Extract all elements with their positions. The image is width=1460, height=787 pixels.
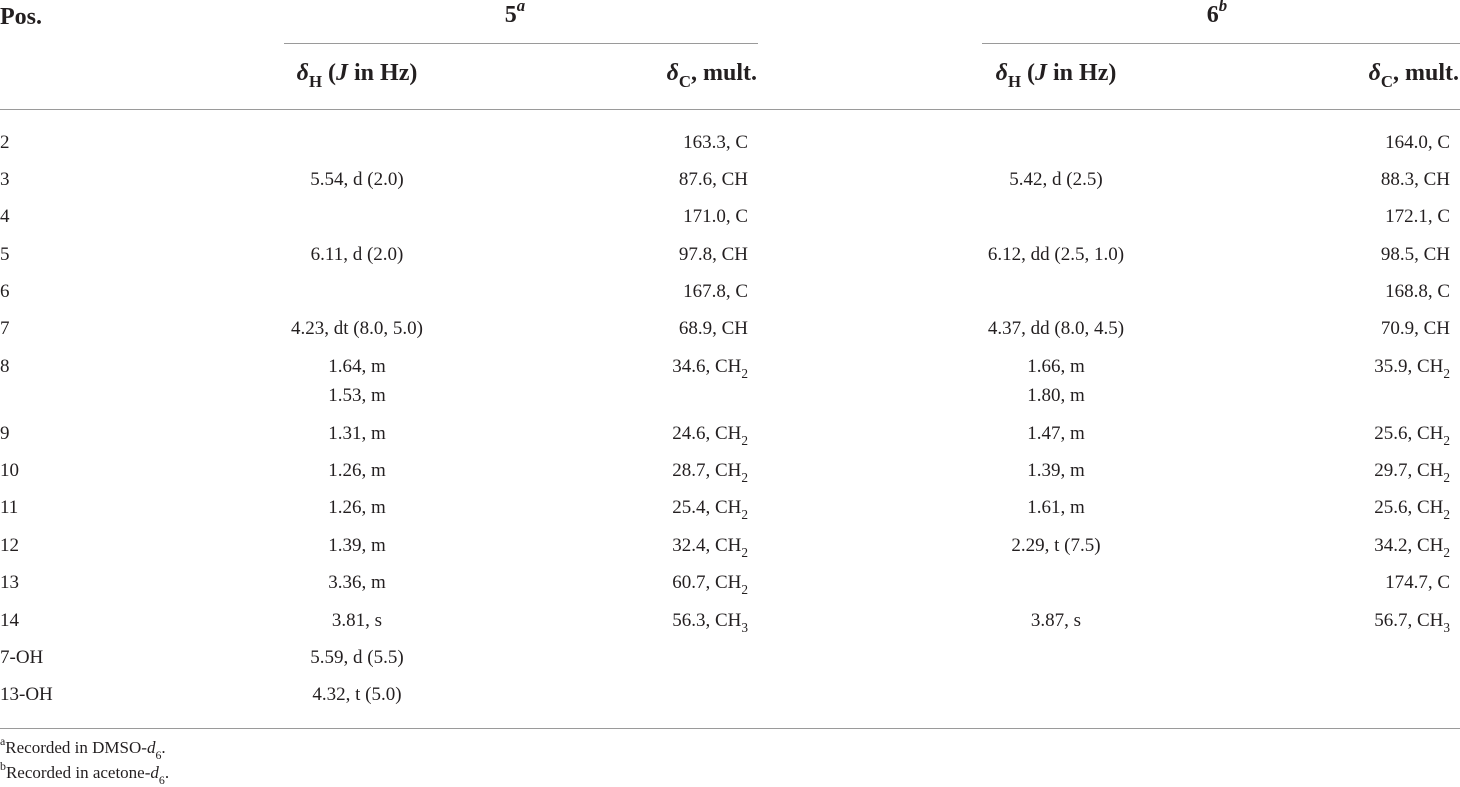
footnote-a: [0, 734, 166, 762]
row-dh-5: [310, 169, 403, 191]
row-pos: [0, 132, 10, 154]
row-dc-5: [672, 497, 748, 523]
footnote-b-mark: b: [0, 759, 6, 774]
row-pos-text: 3: [0, 169, 10, 190]
row-dc-6: [1381, 244, 1450, 266]
row-dc-5-text: 34.6, CH: [672, 356, 742, 377]
row-dc-5-subscript: 2: [741, 545, 748, 561]
row-dc-5-subscript: 2: [741, 366, 748, 382]
row-dc-6: [1374, 535, 1450, 561]
dh-header-6: [995, 60, 1117, 92]
dh-unit: in Hz): [348, 60, 418, 86]
dc-rest: , mult.: [1393, 60, 1459, 86]
row-dh-5-text: 1.31, m: [328, 423, 386, 444]
dc-rest: , mult.: [691, 60, 757, 86]
row-pos-text: 14: [0, 610, 19, 631]
row-dh-5-text: 1.64, m: [328, 356, 386, 377]
row-dh-5: [312, 684, 401, 706]
row-dc-6-text: 164.0, C: [1385, 132, 1450, 153]
dc-header-5: [666, 60, 757, 92]
row-dh-6: [988, 244, 1124, 266]
dh-header-5: [296, 60, 418, 92]
row-pos-text: 7: [0, 318, 10, 339]
row-pos: [0, 318, 10, 340]
row-dc-5: [683, 132, 748, 154]
dh-subscript: H: [308, 72, 323, 92]
row-dh-6: [1027, 460, 1085, 482]
row-dc-5-text: 171.0, C: [683, 206, 748, 227]
row-dh-5: [328, 535, 386, 557]
row-dc-6-text: 35.9, CH: [1374, 356, 1444, 377]
row-dh-6-text: 1.61, m: [1027, 497, 1085, 518]
row-pos-text: 2: [0, 132, 10, 153]
row-dc-6: [1385, 132, 1450, 154]
row-pos-text: 11: [0, 497, 19, 518]
row-dc-5-text: 163.3, C: [683, 132, 748, 153]
row-dc-5: [679, 318, 748, 340]
row-dh-6: [1031, 610, 1081, 632]
row-dc-5: [672, 356, 748, 382]
row-dc-5: [672, 535, 748, 561]
row-pos: [0, 572, 19, 594]
footnote-b-end: .: [164, 763, 170, 782]
delta-symbol: δ: [296, 60, 309, 86]
row-dh-5-text: 5.54, d (2.0): [310, 169, 404, 190]
row-dc-6-text: 168.8, C: [1385, 281, 1450, 302]
row-dc-6-subscript: 2: [1443, 507, 1450, 523]
row-dh-5: [328, 356, 386, 378]
footnote-a-ital: d: [146, 738, 156, 757]
row-dc-6: [1385, 572, 1450, 594]
row-pos: [0, 684, 53, 706]
row-dc-5-text: 87.6, CH: [678, 169, 748, 190]
row-pos: [0, 356, 10, 378]
compound-6-header: [1207, 2, 1227, 29]
compound-6-span-rule: [982, 43, 1460, 44]
row-dh-6-text: 1.66, m: [1027, 356, 1085, 377]
row-dc-6-text: 174.7, C: [1385, 572, 1450, 593]
compound-5-header: [505, 2, 525, 29]
row-pos: [0, 460, 19, 482]
footnote-b: [0, 759, 170, 787]
row-pos: [0, 169, 10, 191]
row-pos-text: 6: [0, 281, 10, 302]
row-dh-5-second-text: 1.53, m: [328, 385, 386, 406]
row-dc-6: [1385, 281, 1450, 303]
row-pos: [0, 423, 10, 445]
row-dh-5: [328, 572, 386, 594]
row-dc-5-subscript: 2: [741, 507, 748, 523]
row-pos-text: 8: [0, 356, 10, 377]
row-dc-6-text: 34.2, CH: [1374, 535, 1444, 556]
row-dh-5: [332, 610, 382, 632]
row-dh-5-text: 1.26, m: [328, 497, 386, 518]
row-dh-5: [328, 497, 386, 519]
row-dc-6: [1385, 206, 1450, 228]
row-dc-5: [683, 281, 748, 303]
row-dc-6-text: 88.3, CH: [1380, 169, 1450, 190]
row-dh-6-text: 6.12, dd (2.5, 1.0): [987, 244, 1125, 265]
row-dh-5-text: 1.39, m: [328, 535, 386, 556]
compound-6-note: b: [1218, 0, 1228, 16]
row-dh-6-text: 1.47, m: [1027, 423, 1085, 444]
row-pos-text: 7-OH: [0, 647, 44, 668]
row-dh-5: [328, 460, 386, 482]
row-dh-5-text: 6.11, d (2.0): [310, 244, 404, 265]
row-dc-6-subscript: 2: [1443, 470, 1450, 486]
row-pos-text: 5: [0, 244, 10, 265]
row-dh-6: [1027, 497, 1085, 519]
row-dh-6-text: 2.29, t (7.5): [1011, 535, 1101, 556]
row-dh-6: [988, 318, 1124, 340]
row-dh-5: [311, 244, 404, 266]
row-dc-5-text: 56.3, CH: [672, 610, 742, 631]
row-dh-5: [310, 647, 403, 669]
row-dh-6-text: 3.87, s: [1030, 610, 1082, 631]
row-dh-5-text: 3.81, s: [331, 610, 383, 631]
row-dc-5-text: 32.4, CH: [672, 535, 742, 556]
footnote-b-sub: 6: [158, 772, 165, 787]
row-dc-6-text: 172.1, C: [1385, 206, 1450, 227]
row-dc-6-subscript: 2: [1443, 433, 1450, 449]
row-dh-6-text: 4.37, dd (8.0, 4.5): [987, 318, 1125, 339]
row-dc-5: [679, 244, 748, 266]
row-dc-5-subscript: 2: [741, 470, 748, 486]
dh-subscript: H: [1007, 72, 1022, 92]
row-dc-6-subscript: 2: [1443, 366, 1450, 382]
row-dc-5: [672, 610, 748, 636]
row-dc-5-text: 60.7, CH: [672, 572, 742, 593]
j-symbol: J: [1035, 60, 1048, 86]
row-dh-5: [291, 318, 423, 340]
row-dc-5: [672, 423, 748, 449]
row-dc-5: [683, 206, 748, 228]
row-dc-6-subscript: 3: [1443, 620, 1450, 636]
row-dc-5: [679, 169, 748, 191]
row-dc-6: [1374, 356, 1450, 382]
dh-unit: in Hz): [1047, 60, 1117, 86]
row-pos-text: 12: [0, 535, 19, 556]
row-pos: [0, 647, 43, 669]
row-dc-5-text: 167.8, C: [683, 281, 748, 302]
pos-header: Pos.: [0, 4, 42, 30]
row-dc-6-text: 70.9, CH: [1380, 318, 1450, 339]
row-dh-5-text: 5.59, d (5.5): [310, 647, 404, 668]
row-pos: [0, 535, 19, 557]
row-dc-5: [672, 572, 748, 598]
row-dc-5: [672, 460, 748, 486]
row-dh-6-second: [1027, 385, 1085, 407]
row-dc-6-subscript: 2: [1443, 545, 1450, 561]
row-dh-6: [1027, 356, 1085, 378]
row-pos-text: 9: [0, 423, 10, 444]
row-dc-6: [1374, 497, 1450, 523]
delta-symbol: δ: [995, 60, 1008, 86]
footnote-a-sub: 6: [155, 747, 162, 762]
row-dh-5-text: 3.36, m: [328, 572, 386, 593]
delta-symbol: δ: [666, 60, 679, 86]
row-dc-5-text: 25.4, CH: [672, 497, 742, 518]
row-dh-5-text: 4.23, dt (8.0, 5.0): [291, 318, 423, 339]
row-dh-5-text: 4.32, t (5.0): [312, 684, 402, 705]
row-pos: [0, 206, 10, 228]
row-dh-5-second: [328, 385, 386, 407]
row-dc-6: [1381, 169, 1450, 191]
row-dc-6: [1374, 460, 1450, 486]
row-dc-6: [1381, 318, 1450, 340]
table-bottom-rule: [0, 728, 1460, 729]
row-dc-5-subscript: 2: [741, 433, 748, 449]
row-dh-6: [1027, 423, 1085, 445]
dc-subscript: C: [1380, 72, 1393, 92]
compound-5-label: 5: [504, 2, 517, 28]
row-dc-5-subscript: 2: [741, 582, 748, 598]
row-pos-text: 4: [0, 206, 10, 227]
dc-subscript: C: [678, 72, 691, 92]
row-pos: [0, 497, 18, 519]
row-pos-text: 13-OH: [0, 684, 53, 705]
footnote-b-ital: d: [150, 763, 159, 782]
footnote-b-text: Recorded in acetone-: [5, 763, 151, 782]
row-dh-6-text: 1.39, m: [1027, 460, 1085, 481]
row-dc-6-text: 98.5, CH: [1380, 244, 1450, 265]
row-dc-5-text: 97.8, CH: [678, 244, 748, 265]
row-dc-6-text: 25.6, CH: [1374, 423, 1444, 444]
header-bottom-rule: [0, 109, 1460, 110]
row-dh-6: [1011, 535, 1100, 557]
compound-5-span-rule: [284, 43, 758, 44]
j-symbol: J: [336, 60, 349, 86]
row-pos-text: 10: [0, 460, 19, 481]
footnote-a-text: Recorded in DMSO-: [5, 738, 147, 757]
row-dc-6-text: 56.7, CH: [1374, 610, 1444, 631]
row-dc-5-text: 28.7, CH: [672, 460, 742, 481]
row-dh-6-second-text: 1.80, m: [1027, 385, 1085, 406]
row-dc-6: [1374, 610, 1450, 636]
row-pos: [0, 610, 19, 632]
dh-open: (: [322, 60, 337, 86]
delta-symbol: δ: [1368, 60, 1381, 86]
dc-header-6: [1368, 60, 1459, 92]
row-dh-5: [328, 423, 386, 445]
footnote-a-end: .: [161, 738, 166, 757]
row-dh-6: [1009, 169, 1102, 191]
row-dc-6-text: 29.7, CH: [1374, 460, 1444, 481]
row-dc-5-text: 24.6, CH: [672, 423, 742, 444]
compound-6-label: 6: [1206, 2, 1219, 28]
row-dc-6-text: 25.6, CH: [1374, 497, 1444, 518]
compound-5-note: a: [516, 0, 526, 16]
row-pos-text: 13: [0, 572, 19, 593]
row-dh-5-text: 1.26, m: [328, 460, 386, 481]
footnote-a-mark: a: [0, 734, 6, 749]
dh-open: (: [1021, 60, 1036, 86]
row-dc-5-subscript: 3: [741, 620, 748, 636]
row-pos: [0, 244, 10, 266]
row-pos: [0, 281, 10, 303]
row-dc-5-text: 68.9, CH: [678, 318, 748, 339]
row-dc-6: [1374, 423, 1450, 449]
row-dh-6-text: 5.42, d (2.5): [1009, 169, 1103, 190]
